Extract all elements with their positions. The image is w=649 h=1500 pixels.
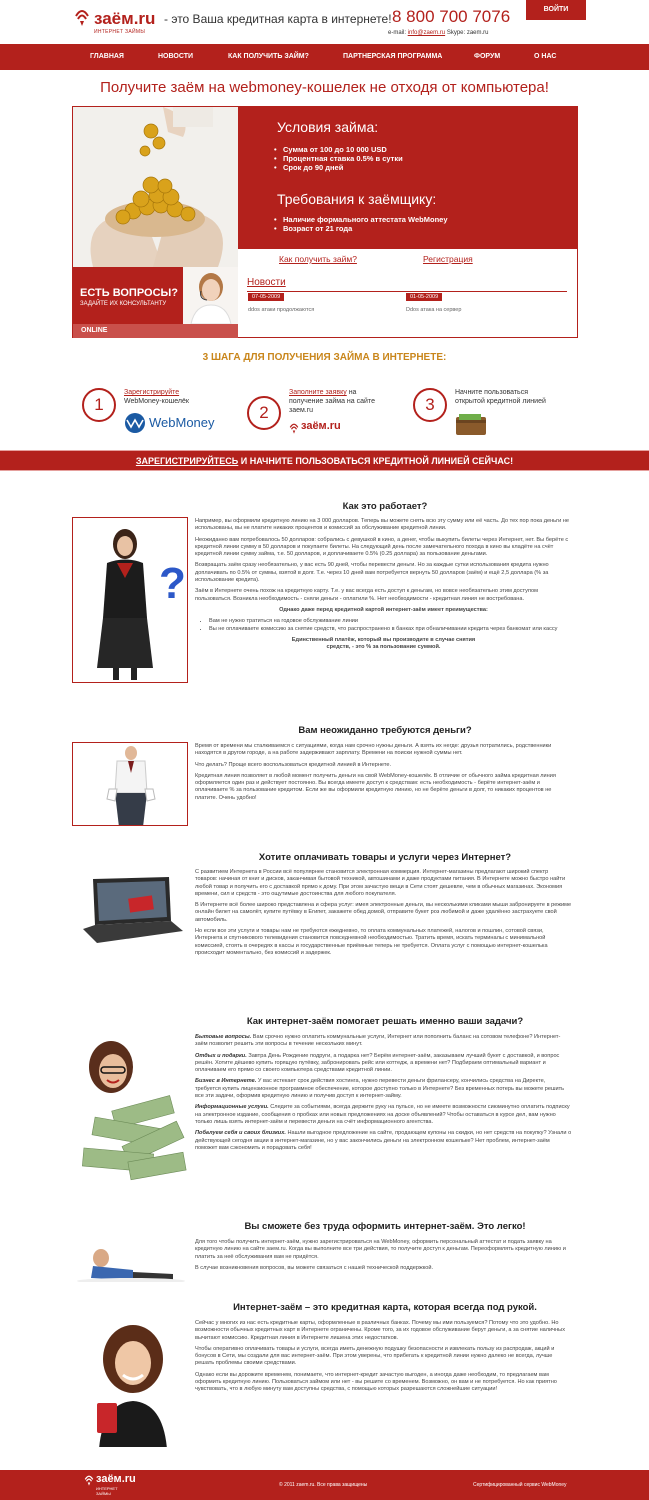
paragraph: Время от времени мы сталкиваемся с ситуациями, когда нам срочно нужны деньги. А взять их негде: друзья потратились, родственники находятся в другом городе, а на работе задерживают зарплату. Времени на поиски нужной суммы нет. [195, 743, 552, 757]
section-title: Как это работает? [342, 501, 428, 512]
advantages-title: Однако даже перед кредитной картой интернет-заём имеет преимущества: [279, 606, 488, 613]
requirement-item: • Возраст от 21 года [274, 224, 448, 233]
task-lead: Бытовые вопросы. [195, 1034, 252, 1040]
nav-item-about[interactable]: О НАС [534, 53, 557, 60]
nav-item-home[interactable]: ГЛАВНАЯ [90, 53, 124, 60]
cta-register-link[interactable]: ЗАРЕГИСТРИРУЙТЕСЬ [135, 456, 239, 466]
task-lead: Побалуем себя и своих близких. [195, 1130, 286, 1137]
section-image-laptop [72, 868, 188, 952]
advantage-item: • Вы не оплачиваете комиссию за снятие средств, что распространено в банках при обналичивании кредита через банкомат или кассу [209, 626, 572, 633]
webmoney-logo[interactable] [124, 412, 219, 434]
online-status: ONLINE [73, 324, 238, 338]
svg-text:?: ? [159, 559, 186, 608]
step-desc: WebMoney-кошелёк [124, 398, 189, 405]
section-body [195, 518, 572, 655]
step-desc: на получение займа на сайте заем.ru [289, 389, 375, 414]
site-tagline: - это Ваша кредитная карта в интернете! [164, 12, 392, 26]
paragraph: Сейчас у многих из нас есть кредитные карты, оформленные в различных банках. Почему мы ими пользуемся? Потому что это удобно. Но возможности обычных кредитных карт в Интернете ограничены. Кроме того, за их годовое обслуживание берут деньги, а за снятие наличных вычитают комиссию. Кредитная линия в Интернете лишена этих недостатков. [195, 1320, 565, 1341]
summary-bold: Единственный платёж, который вы производите в случае снятия средств, - это % за пользование суммой. [291, 636, 476, 651]
register-wallet-link[interactable]: Зарегистрируйте [124, 389, 180, 396]
skype-label: Skype: zaem.ru [446, 30, 489, 36]
step-number: 3 [413, 388, 447, 422]
questions-widget[interactable] [73, 267, 238, 338]
section-title: Вам неожиданно требуются деньги? [298, 725, 472, 736]
footer-logo-subtitle: ИНТЕРНЕТ ЗАЙМЫ [96, 1486, 118, 1496]
phone-number: 8 800 700 7076 [392, 7, 511, 26]
cta-text: И НАЧНИТЕ ПОЛЬЗОВАТЬСЯ КРЕДИТНОЙ ЛИНИЕЙ СЕЙЧАС! [238, 456, 514, 466]
paragraph: Но если все эти услуги и товары нам не требуются ежедневно, то оплата коммунальных платежей, налогов и пошлин, сотовой связи, Интернета и спутникового телевидения становится повседневной необходимостью. Тратить время, искать терминалы с минимальной комиссией, стоять в очередях в кассы и государственные приёмные теперь не требуется. Оплата услуг с помощью интернет-кошелька происходит моментально, без комиссий и задержек. [195, 928, 548, 956]
consultant-photo [183, 267, 238, 324]
step-desc: Начните пользоваться открытой кредитной линией [455, 389, 546, 405]
copyright: © 2011 zaem.ru. Все права защищены [279, 1482, 368, 1488]
section-image-woman-card [72, 1318, 188, 1448]
advantage-item: • Вам не нужно тратиться на годовое обслуживание линии [209, 618, 572, 625]
news-date: 07-05-2009 [248, 293, 284, 301]
task-text: Нашли выгодное предложение на сайте, продающем купоны на скидки, но нет средств на покупку? Узнали о действующей сегодня акции в интернет-магазине, но у вас закончились деньги на электронном кошельке? Нет проблем, интернет-заём поможет вам сэкономить и порадовать себя! [195, 1130, 572, 1151]
task-item [195, 1130, 572, 1152]
section-title: Интернет-заём – это кредитная карта, которая всегда под рукой. [233, 1302, 537, 1313]
task-item [195, 1104, 572, 1126]
site-logo[interactable] [74, 8, 154, 36]
logo-mark-icon [84, 1474, 94, 1486]
task-lead: Информационные услуги. [195, 1104, 269, 1111]
news-text: ddos атаки продолжаются [248, 307, 315, 313]
logo-name: заём.ru [94, 9, 156, 28]
paragraph: Заём в Интернете очень похож на кредитную карту. Т.е. у вас всегда есть доступ к деньгам, но вовсе необязательно этим доступом пользоваться. Возникла необходимость - сняли деньги - оплатили %. Нет необходимости - кредитная линия не востребована. [195, 588, 538, 602]
requirements-title: Требования к заёмщику: [277, 191, 437, 207]
section-title: Вы сможете без труда оформить интернет-заём. Это легко! [244, 1221, 526, 1232]
news-date: 01-05-2009 [406, 293, 442, 301]
task-text: Следите за событиями, всегда держите руку на пульсе, но не имеете возможности сиюминутно оплатить подписку на электронное издание, сообщения о пробках или новых предложениях на доске объявлений? Чтобы оставаться в курсе дел, вам нужно только лишь взять интернет-заём и перевести деньги на счёт информационного агентства. [195, 1104, 570, 1125]
wallet-icon [455, 414, 487, 436]
logo-mark-icon [74, 8, 90, 26]
loan-conditions-panel [238, 107, 578, 249]
task-text: У вас истекает срок действия хостинга, нужно перевести деньги фрилансеру, кончились средства на Директе, требуется купить лицензионное программное обеспечение, которое доступно только в Интернете? Без временных потерь вы можете решить все эти задачи, оформив кредитную линию и получив доступ к интернет-займу. [195, 1078, 565, 1100]
condition-item: • Процентная ставка 0.5% в сутки [274, 154, 403, 163]
step-number: 2 [247, 396, 281, 430]
webmoney-globe-icon [124, 412, 146, 434]
steps-title: 3 ШАГА ДЛЯ ПОЛУЧЕНИЯ ЗАЙМА В ИНТЕРНЕТЕ: [202, 352, 447, 363]
nav-item-partners[interactable]: ПАРТНЕРСКАЯ ПРОГРАММА [343, 53, 443, 60]
cta-banner [0, 450, 649, 471]
logo-mark-icon [289, 422, 299, 434]
section-title: Хотите оплачивать товары и услуги через Интернет? [258, 852, 512, 863]
page-headline: Получите заём на webmoney-кошелек не отходя от компьютера! [100, 79, 549, 96]
hero-block [72, 106, 578, 338]
condition-item: • Срок до 90 дней [274, 163, 403, 172]
conditions-title: Условия займа: [277, 119, 379, 135]
questions-subtitle: ЗАДАЙТЕ ИХ КОНСУЛЬТАНТУ [80, 301, 167, 307]
paragraph: Однако если вы дорожите временем, понимаете, что интернет-кредит зачастую выгоден, а иногда даже необходим, то предлагаем вам оформить кредитную линию. Пользоваться займом или нет - вы решите со временем. Возможно, он вам и не потребуется. Но как приятно чувствовать, что в любую минуту вам доступны средства, с помощью которых разрешаются сложнейшие ситуации! [195, 1371, 557, 1393]
step-text [289, 388, 389, 415]
step-text [455, 388, 550, 406]
paragraph: Неожиданно вам потребовалось 50 долларов: собрались с девушкой в кино, а денег, чтобы выкупить билеты через Интернет, нет. Вы берёте с кредитной линии сумму в 50 долларов и покупаете билеты. На следующий день после замечательного похода в кино вы кладёте на счёт кредитной линии сумму займа, т.е. 50 долларов, и доплачиваете 0.5% (0.25 доллара) за пользование деньгами. [195, 536, 569, 558]
section-body [195, 1239, 572, 1276]
login-button[interactable]: ВОЙТИ [526, 0, 586, 20]
nav-item-forum[interactable]: ФОРУМ [474, 53, 501, 60]
paragraph: В Интернете всё более широко представлена и сфера услуг: имея электронные деньги, вы несколькими кликами мыши забронируете в режиме онлайн билет на самолёт, купите путёвку в Египет, закажете обед домой, отправите букет роз любимой и даже удалённо застрахуете свой автомобиль. [195, 902, 572, 923]
paragraph: Например, вы оформили кредитную линию на 3 000 долларов. Теперь вы можете снять всю эту сумму или её часть. До тех пор пока деньги не использованы, вы не платите никаких процентов и комиссий за обслуживание кредитной линии. [195, 518, 569, 532]
section-body [195, 869, 572, 961]
condition-item: • Сумма от 100 до 10 000 USD [274, 145, 403, 154]
section-body [195, 743, 572, 806]
section-body [195, 1320, 572, 1398]
conditions-list [274, 145, 403, 172]
section-image-woman-question [72, 517, 188, 683]
task-text: Завтра День Рождение подруги, а подарка нет? Берём интернет-заём, заказываем лучший букет с доставкой, и вопрос решён. Хотите дёшево купить горящую путёвку, забронировать рейс или коттедж, а времени нет? Подбираем оптимальный вариант и оплачиваем его прямо со своего компьютера средствами кредитной линии. [195, 1052, 560, 1074]
contact-line [388, 30, 489, 36]
paragraph: Возвращать заём сразу необязательно, у вас есть 90 дней, чтобы перевести деньги. Но за каждые сутки использования кредита нужно доплачивать по 0.5% от суммы, взятой в долг. Т.е. через 10 дней вам потребуется вернуть 50 долларов (заём) и ещё 2,5 доллара (% за использование кредита). [195, 562, 549, 584]
news-text: Ddos атака на сервер [406, 307, 462, 313]
advantages-list [209, 618, 572, 633]
section-image-woman-money [72, 1032, 188, 1182]
requirements-list [274, 215, 448, 233]
paragraph: Для того чтобы получить интернет-заём, нужно зарегистрироваться на WebMoney, оформить персональный аттестат и подать заявку на кредитную линию на сайте заем.ru. Когда вы выполните все три действия, то получите доступ к деньгам. Переоформлять кредитную линию и платить за неё обслуживания вам не придётся. [195, 1239, 566, 1260]
nav-item-how-to-get[interactable]: КАК ПОЛУЧИТЬ ЗАЙМ? [228, 53, 309, 60]
paragraph: С развитием Интернета в России всё популярнее становится электронная коммерция. Интернет-магазины предлагают широкий спектр товаров: начиная от книг и дисков, заканчивая бытовой техникой, автошинами и даже продуктами питания. В Интернете можно быстро найти любой товар и получить его с доставкой прямо к дому. При этом зачастую вещи в Сети стоят дешевле, чем в обычных магазинах. Экономия времени, сил и средств - это ощутимые достоинства для любого покупателя. [195, 869, 566, 897]
section-title: Как интернет-заём помогает решать именно ваши задачи? [246, 1016, 524, 1027]
register-link[interactable]: Регистрация [423, 254, 473, 264]
site-footer [0, 1470, 649, 1500]
webmoney-logo-text: WebMoney [149, 415, 215, 430]
news-divider [247, 291, 567, 292]
zaem-logo-text: заём.ru [301, 420, 341, 432]
news-item[interactable] [248, 293, 314, 313]
section-image-man-laptop [72, 1239, 188, 1283]
footer-logo-name: заём.ru [96, 1473, 136, 1485]
questions-title: ЕСТЬ ВОПРОСЫ? [80, 287, 179, 299]
email-link[interactable]: info@zaem.ru [407, 30, 446, 36]
task-lead: Отдых и подарки. [195, 1052, 247, 1059]
paragraph: Кредитная линия позволяет в любой момент получить деньги на свой WebMoney-кошелёк. В отличие от обычного займа кредитная линия оформляется один раз и действует постоянно. Вы всегда имеете доступ к средствам: есть необходимость - берёте интернет-заём и оплачиваете % за пользование кредитом. Если же вы оформили кредитную линию, но не берёте деньги в долг, то никаких процентов не платите. Очень удобно! [195, 772, 556, 801]
section-image-empty-pockets [72, 742, 188, 826]
nav-item-news[interactable]: НОВОСТИ [158, 53, 194, 60]
hero-coins-image [73, 107, 238, 267]
step-text [124, 388, 224, 406]
main-nav [0, 44, 649, 70]
task-text: Вам срочно нужно оплатить коммунальные услуги, Интернет или пополнить баланс на сотовом телефоне? Интернет-заём позволит решить эти вопросы в течение нескольких минут. [195, 1034, 561, 1048]
how-to-get-link[interactable]: Как получить займ? [279, 254, 357, 264]
fill-application-link[interactable]: Заполните заявку [289, 389, 347, 396]
logo-subtitle: ИНТЕРНЕТ ЗАЙМЫ [94, 29, 146, 35]
paragraph: Что делать? Проще всего воспользоваться кредитной линией в Интернете. [195, 761, 392, 768]
section-body [195, 1034, 572, 1156]
task-item [195, 1034, 572, 1049]
certified-text[interactable]: Сертифицированный сервис WebMoney [473, 1482, 567, 1488]
task-item [195, 1078, 572, 1100]
site-header [0, 0, 649, 44]
paragraph: Чтобы оперативно оплачивать товары и услуги, всегда иметь денежную подушку безопасности и извлекать пользу из распродаж, акций и бонусов в Сети, мы создали для вас интернет-заём. При этом уверены, что прибегать к кредитной линии нужно далеко не всегда, лучше решать проблемы своими средствами. [195, 1345, 555, 1367]
news-title[interactable]: Новости [247, 277, 286, 288]
task-item [195, 1053, 572, 1075]
step-number: 1 [82, 388, 116, 422]
email-label: e-mail: [388, 30, 407, 36]
requirement-item: • Наличие формального аттестата WebMoney [274, 215, 448, 224]
paragraph: В случае возникновения вопросов, вы можете связаться с нашей технической поддержкой. [195, 1264, 434, 1271]
news-item[interactable] [406, 293, 461, 313]
task-lead: Бизнес в Интернете. [195, 1078, 257, 1085]
zaem-mini-logo [289, 420, 369, 440]
